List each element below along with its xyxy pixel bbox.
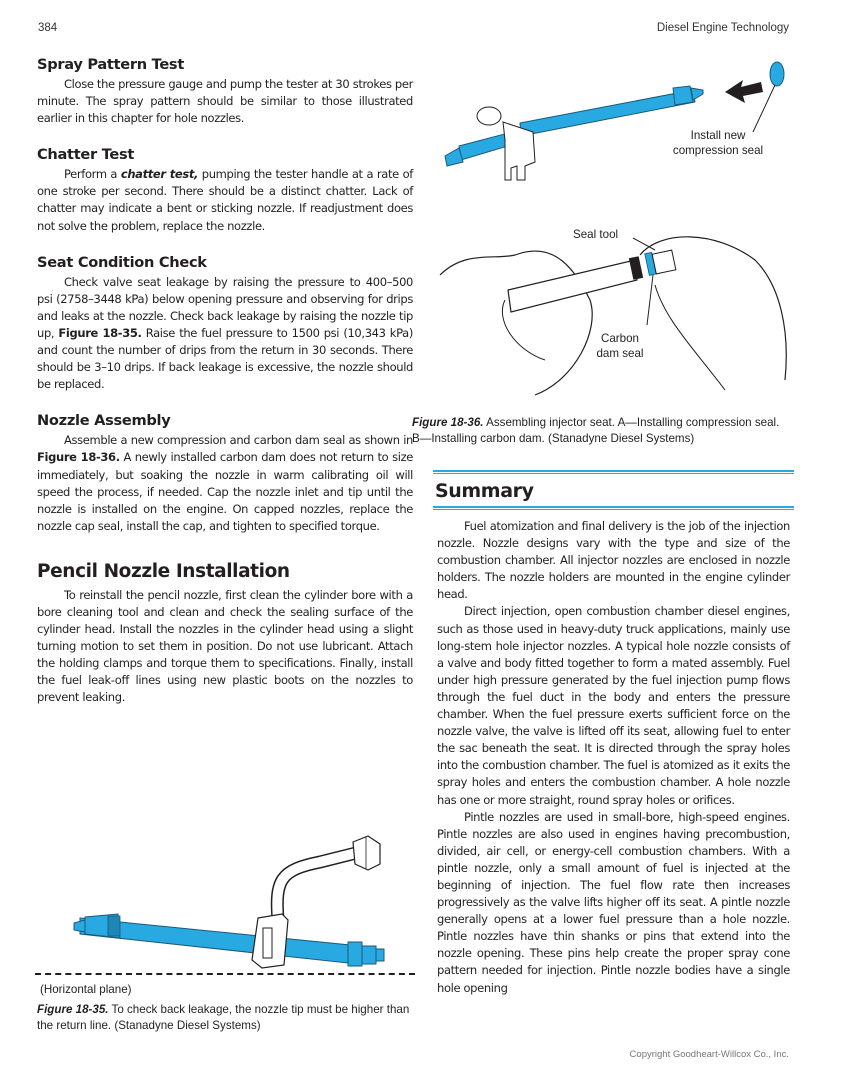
summary-rule-bottom [433,506,794,510]
running-title: Diesel Engine Technology [656,22,789,34]
section-nozzle-assembly [37,412,413,535]
section-chatter-test [37,146,413,234]
pencil-nozzle-illustration [30,820,420,980]
heading-nozzle-assembly: Nozzle Assembly [37,412,171,430]
figure-18-36 [412,50,805,455]
figure-number: Figure 18-35. [37,1003,109,1016]
section-spray-pattern [37,56,413,127]
heading-chatter-test: Chatter Test [37,146,135,164]
heading-spray-pattern: Spray Pattern Test [37,56,184,73]
paragraph-spray-pattern: Close the pressure gauge and pump the tester at 30 strokes per minute. The spray pattern should be similar to those illustrated earlier in this chapter for hole nozzles. [37,77,413,126]
summary-heading-block [433,470,794,510]
horizontal-plane-line [35,973,415,975]
summary-paragraph: Direct injection, open combustion chamber diesel engines, such as those used in heavy-duty truck applications, mainly use long-stem hole injector nozzles. A typical hole nozzle consists of a valve and body fitted together to form a mated assembly. Fuel under high pressure generated by the fuel injection pump flows through the fuel duct in the body and enters the pressure chamber. When the fuel pressure exerts sufficient force on the nozzle valve, the valve is lifted off its seat, allowing fuel to enter the sac beneath the seat. It is directed through the spray holes into the combustion chamber. The fuel is atomized as it exits the spray holes and enters the combustion chamber. A hole nozzle has one or more straight, round spray holes or orifices. [437,604,790,807]
callout-carbon-dam-seal: Carbon dam seal [596,332,644,360]
callout-install-compression-seal: Install new compression seal [672,129,764,157]
page-number: 384 [38,22,58,34]
paragraph-chatter-test: Perform a chatter test, pumping the tester handle at a rate of one stroke per second. There should be a distinct chatter. Lack of chatter may indicate a bent or sticking nozzle. If readjustment does not solve the problem, replace the nozzle. [37,167,413,233]
summary-body [437,518,790,997]
figure-ref-18-35: Figure 18-35. [58,325,142,340]
summary-paragraph: Fuel atomization and final delivery is the job of the injection nozzle. Nozzle designs vary with the type and size of the combustion chamber. All injector nozzles are enclosed in nozzle holders. The nozzle holders are mounted in the engine cylinder head. [437,519,790,602]
heading-seat-condition: Seat Condition Check [37,253,207,271]
copyright-notice: Copyright Goodheart-Willcox Co., Inc. [629,1049,789,1060]
figure-18-35 [30,820,420,1040]
section-seat-condition [37,254,413,394]
left-column [37,56,413,726]
horizontal-plane-label: (Horizontal plane) [40,983,132,996]
heading-summary: Summary [435,480,534,502]
figure-ref-18-36: Figure 18-36. [37,450,120,465]
callout-seal-tool: Seal tool [573,228,619,241]
heading-pencil-nozzle: Pencil Nozzle Installation [37,560,290,582]
figure-number: Figure 18-36. [412,416,484,429]
figure-18-36-caption: Figure 18-36. Assembling injector seat. A—Installing compression seal. B—Installing carbon dam. (Stanadyne Diesel Systems) [412,416,780,445]
section-pencil-nozzle [37,561,413,707]
paragraph-pencil-nozzle: To reinstall the pencil nozzle, first clean the cylinder bore with a bore cleaning tool and clean and check the sealing surface of the cylinder head. Install the nozzles in the cylinder head using a slight turning motion to set them in position. Do not use lubricant. Attach the holding clamps and torque them to specifications. Finally, install the fuel leak-off lines using new plastic boots on the nozzles to prevent leaking. [37,587,413,705]
summary-paragraph: Pintle nozzles are used in small-bore, high-speed engines. Pintle nozzles are also used in engines having precombustion, divided, air cell, or energy-cell combustion chambers. With a pintle nozzle, only a small amount of fuel is injected at the beginning of injection. The fuel flow rate then increases progressively as the valve lifts higher off its seat. A pintle nozzle generally opens at a lower fuel pressure than a hole nozzle. Pintle nozzles have thin shanks or pins that extend into the nozzle opening. These pins help create the proper spray cone pattern needed for injection. Pintle nozzle bodies have a single hole opening [437,809,790,995]
paragraph-seat-condition: Check valve seat leakage by raising the pressure to 400–500 psi (2758–3448 kPa) below opening pressure and observing for drips and leaks at the nozzle. Check back leakage by raising the nozzle tip up, Figure 18-35. Raise the fuel pressure to 1500 psi (10,343 kPa) and count the number of drips from the return in 30 seconds. There should be 3–10 drips. If back leakage is excessive, the nozzle should be replaced. [37,274,413,392]
figure-18-35-caption: Figure 18-35. To check back leakage, the nozzle tip must be higher than the return line. (Stanadyne Diesel Systems) [37,1003,410,1032]
paragraph-nozzle-assembly: Assemble a new compression and carbon dam seal as shown in Figure 18-36. A newly installed carbon dam does not return to size immediately, but soaking the nozzle in warm calibrating oil will speed the process, if needed. Cap the nozzle inlet and tip until the nozzle is installed on the engine. On capped nozzles, replace the nozzle cap seal, install the cap, and tighten to specified torque. [37,433,414,533]
term-chatter-test: chatter test, [120,167,199,182]
